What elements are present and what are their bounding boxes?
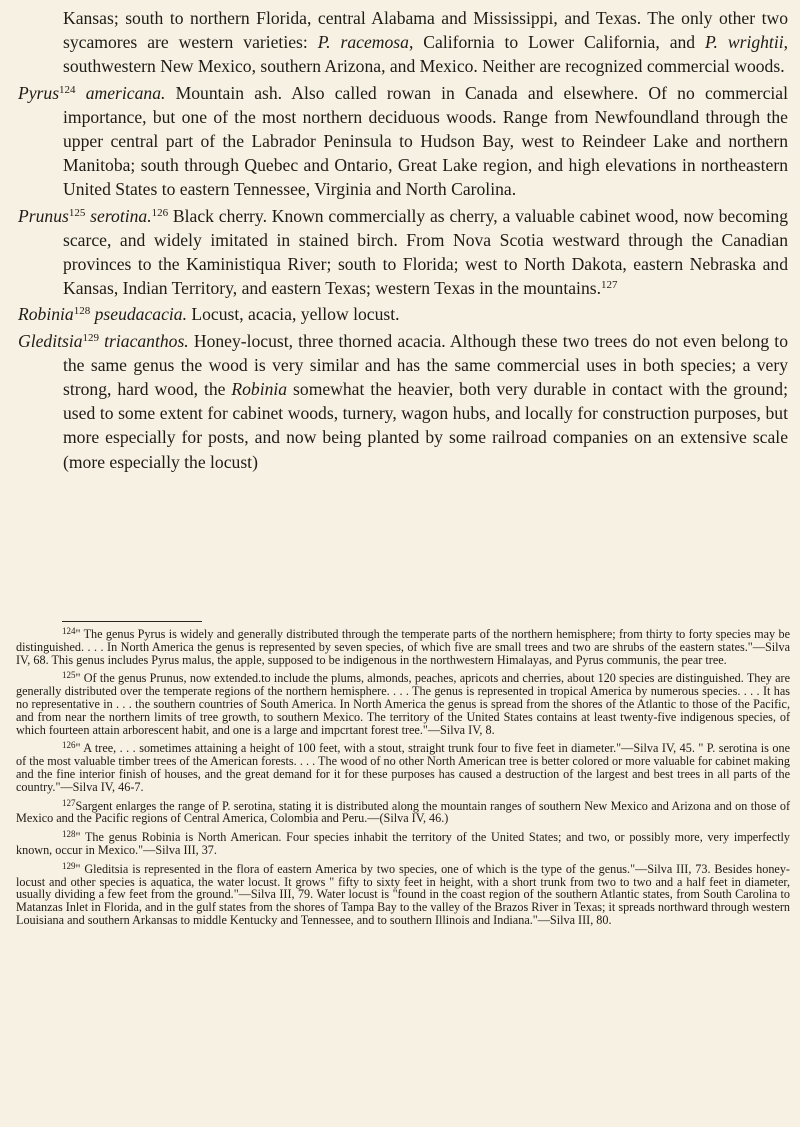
- genus-name: Prunus: [18, 205, 69, 226]
- species-name: P. racemosa: [317, 32, 409, 53]
- main-text: [18, 6, 788, 474]
- footnote-124: [16, 628, 790, 666]
- footnote-ref: 128: [73, 305, 91, 318]
- genus-name: Gleditsia: [18, 330, 83, 351]
- footnote-text: " The genus Robinia is North American. Four species inhabit the territory of the United States; and two, or possibly more, very imperfectly known, occur in Mexico."—Silva III, 37.: [16, 830, 790, 857]
- footnote-126: [16, 742, 790, 793]
- footnote-number: 125: [62, 670, 76, 681]
- entry-text: Black cherry. Known commercially as cherry, a valuable cabinet wood, now becoming scarce, and widely imitated in stained birch. From Nova Scotia westward through the Canadian provinces to the Kaministiqua River; south to Florida; west to North Dakota, eastern Nebraska and Kansas, Indian Territory, and eastern Texas; western Texas in the mountains.: [63, 205, 788, 299]
- footnote-text: " The genus Pyrus is widely and generally distributed through the temperate parts of the northern hemisphere; from thirty to forty species may be distinguished. . . . In North America the genus is represented by seven species, of which five are small trees and two are shrubs of the eastern states."—Silva IV, 68. This genus includes Pyrus malus, the apple, supposed to be indigenous in the northwestern Himalayas, and Pyrus communis, the pear tree.: [16, 627, 790, 667]
- species-name: triacanthos.: [104, 330, 189, 351]
- entry-text: Honey-locust, three thorned acacia. Although these two trees do not even belong to the same genus the wood is very similar and has the same commercial uses in both species; a very strong, hard wood, the: [63, 330, 788, 400]
- footnote-text: " Gleditsia is represented in the flora of eastern America by two species, one of which is the type of the genus."—Silva III, 73. Besides honey-locust and other species is aquatica, the water locust. It grows " fifty to sixty feet in height, with a short trunk from two to two and a half feet in diameter, usually dividing a few feet from the ground."—Silva III, 79. Water locust is "found in the coast region of the southern Atlantic states, from South Carolina to Matanzas Inlet in Florida, and in the gulf states from the shores of Tampa Bay to the valley of the Brazos River in Texas; it spreads northward through western Louisiana and southern Arkansas to middle Kentucky and Tennessee, and to southern Illinois and Indiana."—Silva III, 80.: [16, 861, 790, 927]
- species-name: americana.: [85, 82, 166, 103]
- footnote-number: 127: [62, 797, 76, 808]
- footnote-128: [16, 831, 790, 857]
- footnote-number: 128: [62, 829, 76, 840]
- intro-text: , California to Lower California, and: [408, 32, 706, 53]
- footnotes: [16, 628, 790, 933]
- footnote-129: [16, 860, 790, 927]
- genus-name: Robinia: [18, 304, 74, 325]
- species-name: serotina.: [90, 205, 152, 226]
- genus-name: Robinia: [231, 379, 288, 400]
- intro-text: Kansas; south to northern Florida, central Alabama and Mississippi, and Texas. The only other two sycamores are western varieties:: [63, 8, 788, 53]
- entry-prunus: [18, 204, 788, 301]
- footnote-ref: 124: [59, 83, 76, 96]
- footnote-ref: 125: [68, 206, 86, 219]
- footnote-ref: 129: [82, 331, 100, 344]
- footnote-125: [16, 672, 790, 736]
- footnote-text: Sargent enlarges the range of P. serotina, stating it is distributed along the mountain ranges of southern New Mexico and Arizona and on those of Mexico and the Pacific regions of Central America, Colombia and Peru.—(Silva IV, 46.): [16, 798, 790, 826]
- footnote-text: " Of the genus Prunus, now extended.to include the plums, almonds, peaches, apricots and cherries, about 120 species are distinguished. They are generally distributed over the temperate regions of the northern hemisphere. . . . The genus is represented in tropical America by numerous species. . . . It has no representative in . . . the southern countries of South America. In North America the genus is spread from the shores of the Atlantic to those of the Pacific, and from near the northern limits of tree growth, to southern Mexico. The territory of the United States contains at least twenty-five indigenous species, of which fourteen attain arborescent habit, and one is a large and impcrtant forest tree."—Silva IV, 8.: [16, 671, 790, 737]
- entry-robinia: [18, 302, 788, 326]
- footnote-ref: 126: [151, 206, 169, 219]
- footnote-number: 124: [62, 626, 76, 636]
- footnote-number: 129: [62, 860, 76, 871]
- entry-text: Mountain ash. Also called rowan in Canada and elsewhere. Of no commercial importance, but one of the most northern deciduous woods. Range from Newfoundland through the upper central part of the Labrador Peninsula to Hudson Bay, west to Reindeer Lake and northern Manitoba; south through Quebec and Ontario, Great Lake region, and high elevations in northeastern United States to eastern Tennessee, Virginia and North Carolina.: [63, 82, 789, 200]
- footnote-number: 126: [62, 740, 76, 751]
- species-name: pseudacacia.: [94, 304, 187, 325]
- entry-text: Locust, acacia, yellow locust.: [191, 304, 400, 325]
- entry-pyrus: [18, 81, 788, 202]
- entry-text: somewhat the heavier, both very durable in contact with the ground; used to some extent for cabinet woods, turnery, wagon hubs, and locally for construction purposes, but more especially for posts, and now being planted by some railroad companies on an extensive scale (more especially the locust): [63, 379, 788, 472]
- footnote-divider: [62, 621, 202, 622]
- species-name: P. wrightii: [705, 32, 784, 53]
- genus-name: Pyrus: [18, 82, 60, 103]
- footnote-ref: 127: [600, 279, 618, 292]
- footnote-127: [16, 797, 790, 826]
- intro-text: , southwestern New Mexico, southern Arizona, and Mexico. Neither are recognized commercial woods.: [63, 32, 788, 77]
- footnote-text: " A tree, . . . sometimes attaining a height of 100 feet, with a stout, straight trunk four to five feet in diameter."—Silva IV, 45. " P. serotina is one of the most valuable timber trees of the American forests. . . . The wood of no other North American tree is better colored or more valuable for cabinet making and the fine interior finish of houses, and the great demand for it for these purposes has caused a destruction of the largest and best trees in all parts of the country."—Silva IV, 46-7.: [16, 741, 790, 794]
- entry-gleditsia: [18, 329, 788, 474]
- intro-paragraph: [18, 6, 788, 79]
